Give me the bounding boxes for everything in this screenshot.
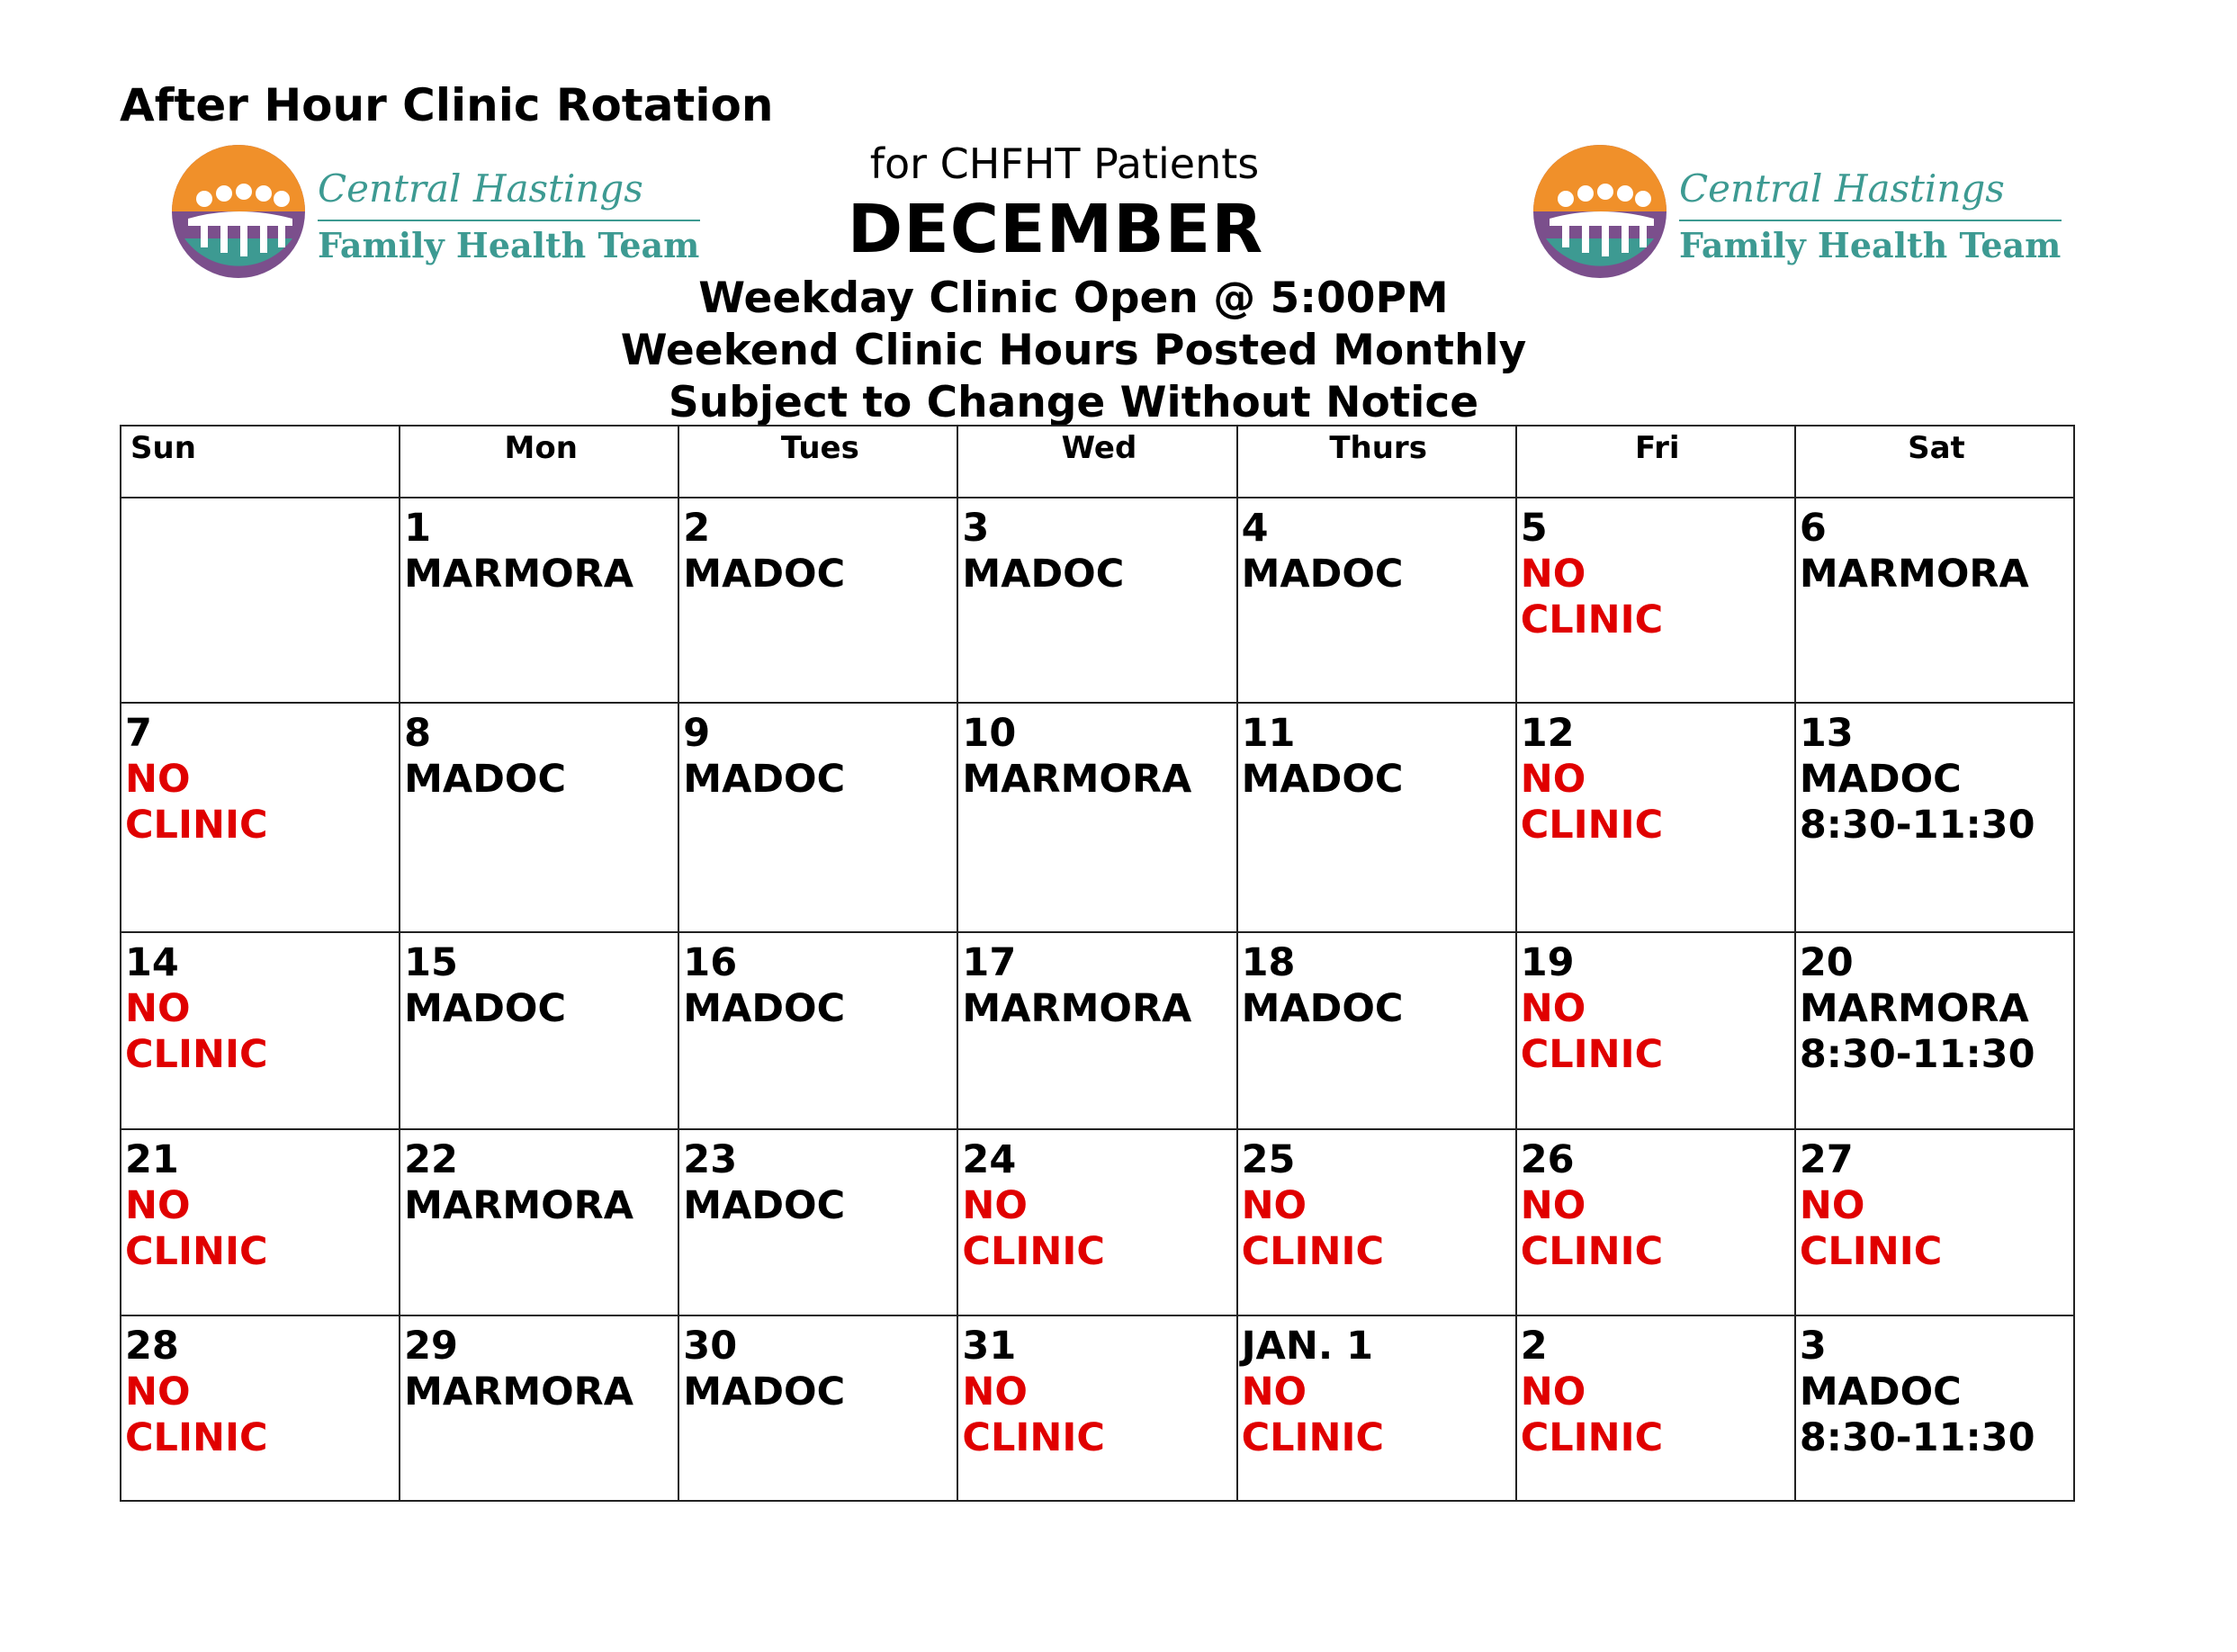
- calendar-day-cell: [1516, 932, 1795, 1129]
- clinic-location-label: MARMORA: [1799, 986, 2029, 1031]
- no-clinic-label: CLINIC: [1520, 803, 1664, 848]
- day-number: 28: [125, 1324, 179, 1369]
- clinic-location-label: MADOC: [1241, 552, 1404, 597]
- calendar-day-cell: [400, 1129, 678, 1315]
- day-number: 15: [404, 940, 458, 985]
- calendar-day-cell: [957, 703, 1236, 932]
- calendar-day-cell: [121, 932, 400, 1129]
- no-clinic-label: NO: [1520, 1183, 1586, 1228]
- day-number: 2: [1520, 1324, 1548, 1369]
- clinic-location-label: 8:30-11:30: [1799, 1032, 2035, 1077]
- day-number: 24: [962, 1137, 1017, 1182]
- no-clinic-label: CLINIC: [1520, 597, 1664, 642]
- note-weekend-hours: Weekend Clinic Hours Posted Monthly: [620, 326, 1527, 375]
- clinic-location-label: 8:30-11:30: [1799, 1415, 2035, 1460]
- clinic-location-label: MADOC: [962, 552, 1125, 597]
- day-number: 10: [962, 711, 1017, 756]
- day-number: 3: [1799, 1324, 1827, 1369]
- day-number: 29: [404, 1324, 458, 1369]
- clinic-location-label: MARMORA: [962, 757, 1192, 802]
- calendar-day-cell: [1237, 498, 1516, 703]
- no-clinic-label: CLINIC: [125, 803, 268, 848]
- no-clinic-label: CLINIC: [1241, 1415, 1385, 1460]
- no-clinic-label: NO: [1799, 1183, 1865, 1228]
- calendar-day-cell: [1237, 703, 1516, 932]
- day-number: 4: [1241, 506, 1269, 551]
- calendar-week-row: [121, 498, 2074, 703]
- calendar-day-cell: [1237, 932, 1516, 1129]
- day-number: 8: [404, 711, 432, 756]
- calendar-day-cell: [1795, 1315, 2074, 1501]
- calendar-day-cell: [121, 703, 400, 932]
- no-clinic-label: CLINIC: [962, 1229, 1105, 1274]
- calendar-day-cell: [121, 1315, 400, 1501]
- calendar-day-cell: [678, 932, 957, 1129]
- day-number: 18: [1241, 940, 1296, 985]
- no-clinic-label: CLINIC: [125, 1032, 268, 1077]
- clinic-location-label: MARMORA: [404, 552, 634, 597]
- day-number: 30: [683, 1324, 738, 1369]
- day-number: 6: [1799, 506, 1827, 551]
- no-clinic-label: NO: [1520, 757, 1586, 802]
- no-clinic-label: NO: [962, 1183, 1028, 1228]
- calendar-day-cell: [1516, 498, 1795, 703]
- day-number: 21: [125, 1137, 179, 1182]
- weekday-header: Sun: [121, 426, 400, 498]
- no-clinic-label: CLINIC: [1241, 1229, 1385, 1274]
- weekday-header-row: [121, 426, 2074, 498]
- day-number: 7: [125, 711, 152, 756]
- day-number: 11: [1241, 711, 1296, 756]
- calendar-day-cell: [1516, 703, 1795, 932]
- no-clinic-label: CLINIC: [125, 1415, 268, 1460]
- month-heading: DECEMBER: [847, 191, 1264, 268]
- day-number: 31: [962, 1324, 1017, 1369]
- weekday-header: Mon: [400, 426, 678, 498]
- no-clinic-label: CLINIC: [125, 1229, 268, 1274]
- clinic-location-label: MADOC: [1241, 986, 1404, 1031]
- calendar-day-cell: [1516, 1315, 1795, 1501]
- day-number: 9: [683, 711, 711, 756]
- day-number: 20: [1799, 940, 1854, 985]
- clinic-location-label: MARMORA: [962, 986, 1192, 1031]
- calendar-day-cell: [678, 1315, 957, 1501]
- calendar-grid: [120, 425, 2075, 1502]
- calendar-day-cell: [1516, 1129, 1795, 1315]
- no-clinic-label: NO: [1241, 1369, 1307, 1414]
- no-clinic-label: NO: [125, 1369, 191, 1414]
- day-number: 22: [404, 1137, 458, 1182]
- calendar-day-cell: [678, 703, 957, 932]
- calendar-day-cell: [121, 498, 400, 703]
- no-clinic-label: CLINIC: [1520, 1415, 1664, 1460]
- day-number: 2: [683, 506, 711, 551]
- no-clinic-label: NO: [125, 757, 191, 802]
- clinic-location-label: MADOC: [1799, 757, 1962, 802]
- day-number: 16: [683, 940, 738, 985]
- page-title: After Hour Clinic Rotation: [120, 79, 774, 131]
- calendar-day-cell: [121, 1129, 400, 1315]
- no-clinic-label: NO: [1520, 552, 1586, 597]
- clinic-location-label: MADOC: [683, 986, 846, 1031]
- day-number: JAN. 1: [1241, 1324, 1374, 1369]
- day-number: 25: [1241, 1137, 1296, 1182]
- day-number: 3: [962, 506, 990, 551]
- no-clinic-label: NO: [1520, 1369, 1586, 1414]
- calendar-day-cell: [400, 1315, 678, 1501]
- clinic-location-label: MADOC: [683, 757, 846, 802]
- no-clinic-label: NO: [125, 986, 191, 1031]
- note-weekday-hours: Weekday Clinic Open @ 5:00PM: [698, 274, 1449, 323]
- day-number: 17: [962, 940, 1017, 985]
- subtitle: for CHFHT Patients: [869, 139, 1260, 188]
- day-number: 1: [404, 506, 432, 551]
- weekday-header: Thurs: [1237, 426, 1516, 498]
- day-number: 27: [1799, 1137, 1854, 1182]
- no-clinic-label: CLINIC: [962, 1415, 1105, 1460]
- calendar-day-cell: [1795, 703, 2074, 932]
- calendar-day-cell: [1237, 1315, 1516, 1501]
- calendar-day-cell: [1795, 932, 2074, 1129]
- day-number: 19: [1520, 940, 1575, 985]
- calendar-week-row: [121, 1315, 2074, 1501]
- no-clinic-label: NO: [1520, 986, 1586, 1031]
- calendar-day-cell: [957, 498, 1236, 703]
- logo-line2: Family Health Team: [1679, 225, 2062, 265]
- clinic-location-label: MADOC: [683, 552, 846, 597]
- calendar-day-cell: [1237, 1129, 1516, 1315]
- clinic-location-label: 8:30-11:30: [1799, 803, 2035, 848]
- calendar-day-cell: [400, 703, 678, 932]
- day-number: 5: [1520, 506, 1548, 551]
- no-clinic-label: NO: [125, 1183, 191, 1228]
- calendar-day-cell: [1795, 1129, 2074, 1315]
- calendar-day-cell: [957, 932, 1236, 1129]
- day-number: 23: [683, 1137, 738, 1182]
- calendar-day-cell: [957, 1315, 1236, 1501]
- day-number: 13: [1799, 711, 1854, 756]
- calendar-day-cell: [400, 932, 678, 1129]
- calendar-day-cell: [400, 498, 678, 703]
- no-clinic-label: NO: [962, 1369, 1028, 1414]
- day-number: 14: [125, 940, 179, 985]
- logo-line1: Central Hastings: [1679, 166, 2005, 211]
- calendar-week-row: [121, 1129, 2074, 1315]
- day-number: 12: [1520, 711, 1575, 756]
- day-number: 26: [1520, 1137, 1575, 1182]
- calendar-day-cell: [678, 498, 957, 703]
- calendar-week-row: [121, 703, 2074, 932]
- calendar-week-row: [121, 932, 2074, 1129]
- no-clinic-label: CLINIC: [1520, 1032, 1664, 1077]
- calendar-day-cell: [1795, 498, 2074, 703]
- clinic-location-label: MADOC: [1241, 757, 1404, 802]
- clinic-location-label: MADOC: [404, 757, 567, 802]
- clinic-location-label: MARMORA: [1799, 552, 2029, 597]
- logo-line2: Family Health Team: [318, 225, 700, 265]
- clinic-location-label: MADOC: [404, 986, 567, 1031]
- weekday-header: Tues: [678, 426, 957, 498]
- clinic-location-label: MARMORA: [404, 1369, 634, 1414]
- clinic-location-label: MARMORA: [404, 1183, 634, 1228]
- no-clinic-label: CLINIC: [1799, 1229, 1943, 1274]
- weekday-header: Fri: [1516, 426, 1795, 498]
- no-clinic-label: NO: [1241, 1183, 1307, 1228]
- calendar-day-cell: [678, 1129, 957, 1315]
- clinic-location-label: MADOC: [683, 1369, 846, 1414]
- note-subject-to-change: Subject to Change Without Notice: [668, 378, 1479, 427]
- no-clinic-label: CLINIC: [1520, 1229, 1664, 1274]
- logo-line1: Central Hastings: [318, 166, 643, 211]
- clinic-location-label: MADOC: [683, 1183, 846, 1228]
- weekday-header: Sat: [1795, 426, 2074, 498]
- calendar-day-cell: [957, 1129, 1236, 1315]
- clinic-location-label: MADOC: [1799, 1369, 1962, 1414]
- weekday-header: Wed: [957, 426, 1236, 498]
